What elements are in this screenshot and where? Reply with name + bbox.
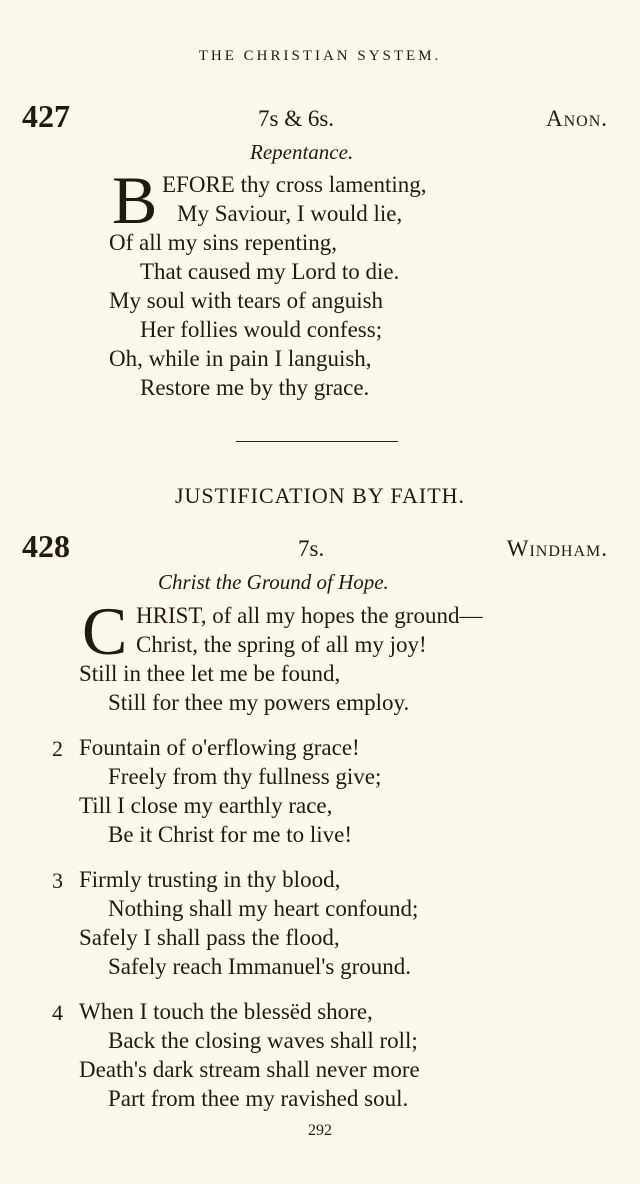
drop-cap: C	[82, 593, 128, 669]
hymn-428-header	[0, 528, 640, 568]
verse-line: EFORE thy cross lamenting,	[162, 172, 427, 197]
stanza-number: 2	[52, 736, 63, 761]
verse-line: Her follies would confess;	[140, 317, 383, 342]
hymn-meter: 7s & 6s.	[258, 106, 335, 131]
verse-line: Still for thee my powers employ.	[108, 690, 410, 715]
page-number: 292	[308, 1122, 332, 1139]
hymn-number: 427	[22, 98, 70, 134]
verse-line: Freely from thy fullness give;	[108, 764, 382, 789]
verse-line: HRIST, of all my hopes the ground—	[136, 603, 483, 628]
verse-line: When I touch the blessëd shore,	[79, 999, 373, 1024]
stanza-number: 4	[52, 1000, 63, 1025]
hymn-meter: 7s.	[298, 536, 325, 561]
verse-line: Safely reach Immanuel's ground.	[108, 954, 412, 979]
verse-line: Till I close my earthly race,	[79, 793, 333, 818]
verse-line: Fountain of o'erflowing grace!	[79, 735, 360, 760]
verse-line: Of all my sins repenting,	[109, 230, 338, 255]
verse-line: Restore me by thy grace.	[140, 375, 370, 400]
drop-cap: B	[112, 162, 158, 238]
verse-line: Firmly trusting in thy blood,	[79, 867, 341, 892]
hymn-428-subtitle: Christ the Ground of Hope.	[158, 570, 389, 594]
verse-line: Still in thee let me be found,	[79, 661, 341, 686]
hymn-tune: Windham.	[506, 536, 608, 561]
verse-line: Back the closing waves shall roll;	[108, 1028, 418, 1053]
verse-line: My Saviour, I would lie,	[177, 201, 403, 226]
running-head: THE CHRISTIAN SYSTEM.	[198, 48, 442, 64]
stanza-number: 3	[52, 868, 63, 893]
verse-line: Nothing shall my heart confound;	[108, 896, 419, 921]
verse-line: Be it Christ for me to live!	[108, 822, 353, 847]
verse-line: Oh, while in pain I languish,	[109, 346, 372, 371]
section-divider	[236, 441, 398, 442]
verse-line: Part from thee my ravished soul.	[108, 1086, 409, 1111]
hymn-427-subtitle: Repentance.	[250, 140, 354, 164]
hymn-427-header	[0, 98, 640, 138]
verse-line: My soul with tears of anguish	[109, 288, 384, 313]
hymn-number: 428	[22, 528, 70, 564]
verse-line: That caused my Lord to die.	[140, 259, 400, 284]
verse-line: Christ, the spring of all my joy!	[136, 632, 427, 657]
verse-line: Death's dark stream shall never more	[79, 1057, 420, 1082]
section-title: JUSTIFICATION BY FAITH.	[174, 483, 466, 508]
verse-line: Safely I shall pass the flood,	[79, 925, 340, 950]
hymn-tune: Anon.	[545, 106, 608, 131]
